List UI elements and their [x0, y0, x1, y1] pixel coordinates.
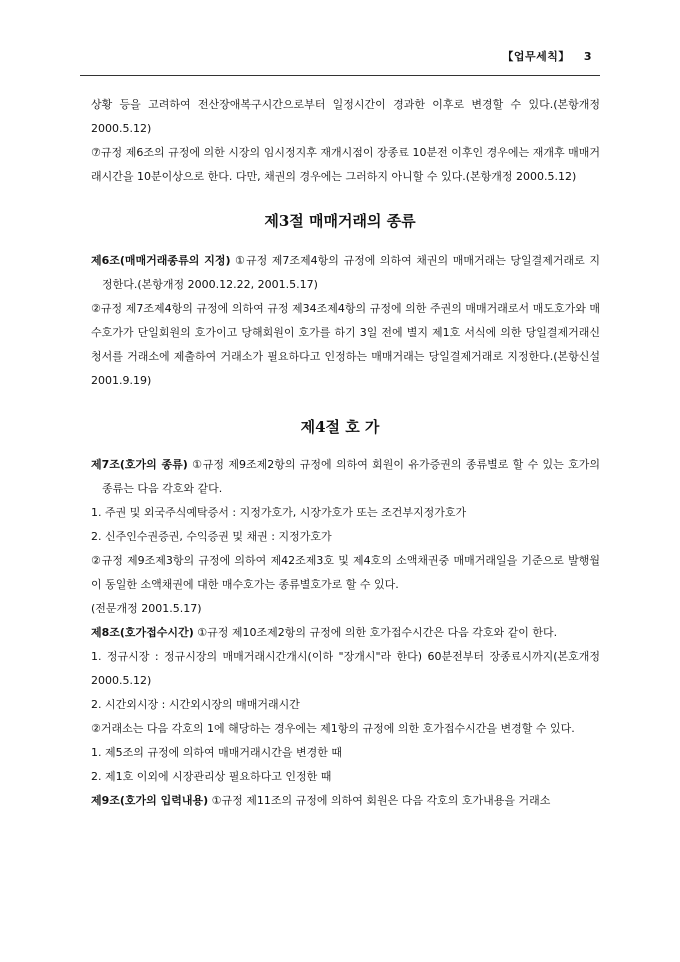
article-9-text: ①규정 제11조의 규정에 의하여 회원은 다음 각호의 호가내용을 거래소 — [208, 794, 551, 807]
intro-paragraph-2: ⑦규정 제6조의 규정에 의한 시장의 임시정지후 재개시점이 장종료 10분전 이후인 경우에는 재개후 매매거래시간을 10분이상으로 한다. 다만, 채권의 경우에는 그러하지 아니할 수 있다.(본항개정 2000.5.12) — [91, 146, 600, 183]
article-6-text: ①규정 제7조제4항의 규정에 의하여 채권의 매매거래는 당일결제거래로 지정한다.(본항개정 2000.12.22, 2001.5.17) — [102, 254, 600, 291]
article-7-text: ①규정 제9조제2항의 규정에 의하여 회원이 유가증권의 종류별로 할 수 있는 호가의 종류는 다음 각호와 같다. — [102, 458, 600, 495]
page-header — [502, 48, 592, 64]
document-body — [80, 93, 600, 813]
article-8-item-2: 2. 시간외시장 : 시간외시장의 매매거래시간 — [91, 698, 300, 711]
header-title: 【업무세칙】 — [502, 50, 570, 63]
section-4-heading: 제4절 호 가 — [300, 418, 380, 436]
article-7-note: (전문개정 2001.5.17) — [91, 602, 202, 615]
article-8-item-4: 2. 제1호 이외에 시장관리상 필요하다고 인정한 때 — [91, 770, 332, 783]
article-8-text: ①규정 제10조제2항의 규정에 의한 호가접수시간은 다음 각호와 같이 한다. — [193, 626, 558, 639]
article-8-paragraph-1 — [80, 621, 600, 645]
header-rule — [80, 75, 600, 76]
intro-paragraph-1: 상황 등을 고려하여 전산장애복구시간으로부터 일정시간이 경과한 이후로 변경할 수 있다.(본항개정 2000.5.12) — [91, 98, 600, 135]
article-6-paragraph-1 — [80, 249, 600, 297]
article-6-paragraph-2: ②규정 제7조제4항의 규정에 의하여 규정 제34조제4항의 규정에 의한 주권의 매매거래로서 매도호가와 매수호가가 단일회원의 호가이고 당해회원이 호가를 하기 3일 전에 별지 제1호 서식에 의한 당일결제거래신청서를 거래소에 제출하여 거래소가 필요하다고 인정하는 매매거래는 당일결제거래로 지정한다.(본항신설 2001.9.19) — [91, 302, 600, 387]
article-9-paragraph-1 — [80, 789, 600, 813]
article-7-item-2: 2. 신주인수권증권, 수익증권 및 채권 : 지정가호가 — [91, 530, 332, 543]
article-8-paragraph-2: ②거래소는 다음 각호의 1에 해당하는 경우에는 제1항의 규정에 의한 호가접수시간을 변경할 수 있다. — [91, 722, 575, 735]
article-8-item-1: 1. 정규시장 : 정규시장의 매매거래시간개시(이하 "장개시"라 한다) 60분전부터 장종료시까지(본호개정 2000.5.12) — [91, 650, 600, 687]
article-8-item-3: 1. 제5조의 규정에 의하여 매매거래시간을 변경한 때 — [91, 746, 342, 759]
article-6-title: 제6조(매매거래종류의 지정) — [91, 254, 231, 267]
page-number: 3 — [583, 50, 592, 63]
article-9-title: 제9조(호가의 입력내용) — [91, 794, 209, 807]
article-7-paragraph-1 — [80, 453, 600, 501]
article-7-item-1: 1. 주권 및 외국주식예탁증서 : 지정가호가, 시장가호가 또는 조건부지정가호가 — [91, 506, 467, 519]
article-7-paragraph-2: ②규정 제9조제3항의 규정에 의하여 제42조제3호 및 제4호의 소액채권중 매매거래일을 기준으로 발행월이 동일한 소액채권에 대한 매수호가는 종류별호가로 할 수 있다. — [91, 554, 600, 591]
article-7-title: 제7조(호가의 종류) — [91, 458, 188, 471]
article-8-title: 제8조(호가접수시간) — [91, 626, 194, 639]
section-3-heading: 제3절 매매거래의 종류 — [264, 212, 416, 230]
